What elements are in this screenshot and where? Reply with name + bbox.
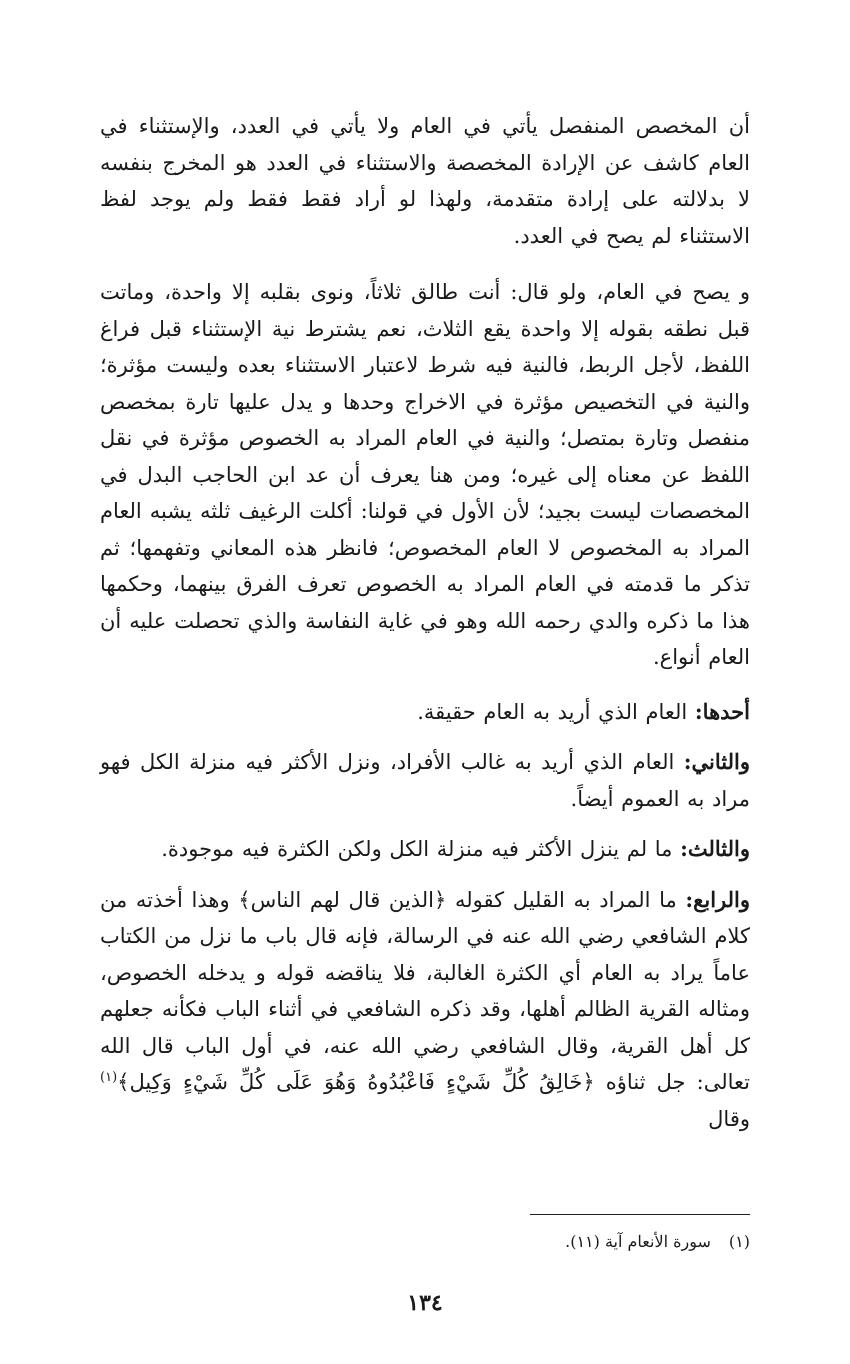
item-lead-second: والثاني:	[683, 749, 750, 774]
item-text-first: العام الذي أريد به العام حقيقة.	[417, 699, 695, 724]
item-lead-fourth: والرابع:	[685, 886, 750, 912]
item-lead-third: والثالث:	[680, 836, 750, 861]
document-page	[100, 108, 750, 1338]
list-item-first	[100, 694, 750, 731]
paragraph-1-text: أن المخصص المنفصل يأتي في العام ولا يأتي في العدد، والإستثناء في العام كاشف عن الإرادة المخصصة والاستثناء في العدد هو المخرج بنفسه لا بدلالته على إرادة متقدمة، ولهذا لو أراد فقط فقط ولم يوجد لفظ الاستثناء لم يصح في العدد.	[100, 114, 750, 248]
footnote-number: (١)	[728, 1232, 750, 1251]
list-item-fourth	[100, 882, 750, 1138]
paragraph-2-text: و يصح في العام، ولو قال: أنت طالق ثلاثاً، ونوى بقلبه إلا واحدة، وماتت قبل نطقه بقوله إلا واحدة يقع الثلاث، نعم يشترط نية الإستثناء قبل فراغ اللفظ، لأجل الربط، فالنية فيه شرط لاعتبار الاستثناء بعده وليست مؤثرة؛ والنية في التخصيص مؤثرة في الاخراج وحدها و يدل عليها تارة بمخصص منفصل وتارة بمتصل؛ والنية في العام المراد به الخصوص مؤثرة في نقل اللفظ عن معناه إلى غيره؛ ومن هنا يعرف أن عد ابن الحاجب البدل في المخصصات ليست بجيد؛ لأن الأول في قولنا: أكلت الرغيف ثلثه يشبه العام المراد به المخصوص لا العام المخصوص؛ فانظر هذه المعاني وتفهمها؛ ثم تذكر ما قدمته في العام المراد به الخصوص تعرف الفرق بينهما، وحكمها هذا ما ذكره والدي رحمه الله وهو في غاية النفاسة والذي تحصلت عليه أن العام أنواع.	[100, 280, 750, 669]
footnote-reference[interactable]: (١)	[100, 1070, 118, 1085]
page-number: ١٣٤	[407, 1290, 443, 1316]
list-item-second	[100, 744, 750, 817]
item-tail-fourth: وقال	[708, 1106, 750, 1131]
footnote-divider	[530, 1214, 750, 1215]
item-text-fourth: ما المراد به القليل كقوله ﴿الذين قال لهم الناس﴾ وهذا أخذته من كلام الشافعي رضي الله عنه في الرسالة، فإنه قال باب ما نزل من الكتاب عاماً يراد به العام أي الكثرة الغالبة، فلا يناقضه قوله و يدخله الخصوص، ومثاله القرية الظالم أهلها، وقد ذكره الشافعي في أثناء الباب فكأنه جعلهم كل أهل القرية، وقال الشافعي رضي الله عنه، في أول الباب قال الله تعالى: جل ثناؤه ﴿خَالِقُ كُلِّ شَيْءٍ فَاعْبُدُوهُ وَهُوَ عَلَى كُلِّ شَيْءٍ وَكِيل﴾	[100, 887, 750, 1094]
paragraph-2	[100, 274, 750, 676]
item-text-third: ما لم ينزل الأكثر فيه منزلة الكل ولكن الكثرة فيه موجودة.	[161, 837, 681, 861]
footnote-text: سورة الأنعام آية (١١).	[565, 1232, 711, 1251]
list-item-third	[100, 831, 750, 868]
footnote	[565, 1230, 750, 1254]
item-text-second: العام الذي أريد به غالب الأفراد، ونزل الأكثر فيه منزلة الكل فهو مراد به العموم أيضاً.	[100, 750, 750, 811]
paragraph-1	[100, 108, 750, 254]
item-lead-first: أحدها:	[694, 698, 750, 724]
